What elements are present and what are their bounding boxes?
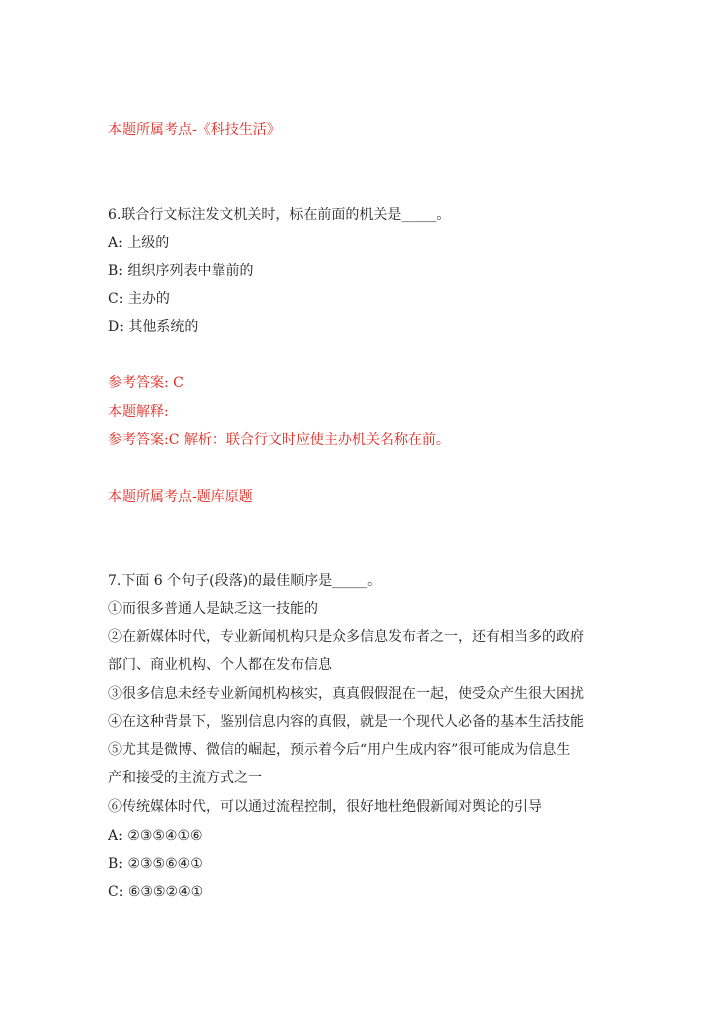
- question-7-stem: 7.下面 6 个句子(段落)的最佳顺序是_____。: [108, 573, 382, 589]
- question-7-sentence: 产和接受的主流方式之一: [108, 770, 262, 786]
- question-6-answer: 参考答案: C: [108, 375, 184, 391]
- question-7-sentence: ⑥传统媒体时代，可以通过流程控制，很好地杜绝假新闻对舆论的引导: [108, 799, 542, 815]
- question-6-explain: 参考答案:C 解析：联合行文时应使主办机关名称在前。: [108, 432, 450, 448]
- question-6-option-b: B: 组织序列表中靠前的: [108, 263, 254, 279]
- question-7-sentence: ①而很多普通人是缺乏这一技能的: [108, 601, 318, 617]
- question-6-topic: 本题所属考点-题库原题: [108, 489, 253, 505]
- question-7-option-c: C: ⑥③⑤②④①: [108, 884, 204, 900]
- question-7-option-a: A: ②③⑤④①⑥: [108, 828, 203, 844]
- question-6-option-c: C: 主办的: [108, 291, 170, 307]
- question-6-explain-label: 本题解释:: [108, 404, 169, 420]
- q5-topic: 本题所属考点-《科技生活》: [108, 122, 281, 138]
- question-7-option-b: B: ②③⑤⑥④①: [108, 856, 203, 872]
- question-7-sentence: 部门、商业机构、个人都在发布信息: [108, 657, 332, 673]
- question-6-option-a: A: 上级的: [108, 235, 170, 251]
- question-7-sentence: ⑤尤其是微博、微信的崛起，预示着今后“用户生成内容”很可能成为信息生: [108, 742, 571, 758]
- question-7-sentence: ③很多信息未经专业新闻机构核实，真真假假混在一起，使受众产生很大困扰: [108, 686, 584, 702]
- question-6-stem: 6.联合行文标注发文机关时，标在前面的机关是_____。: [108, 207, 451, 223]
- question-6-option-d: D: 其他系统的: [108, 319, 199, 335]
- question-7-sentence: ②在新媒体时代，专业新闻机构只是众多信息发布者之一，还有相当多的政府: [108, 629, 584, 645]
- question-7-sentence: ④在这种背景下，鉴别信息内容的真假，就是一个现代人必备的基本生活技能: [108, 714, 584, 730]
